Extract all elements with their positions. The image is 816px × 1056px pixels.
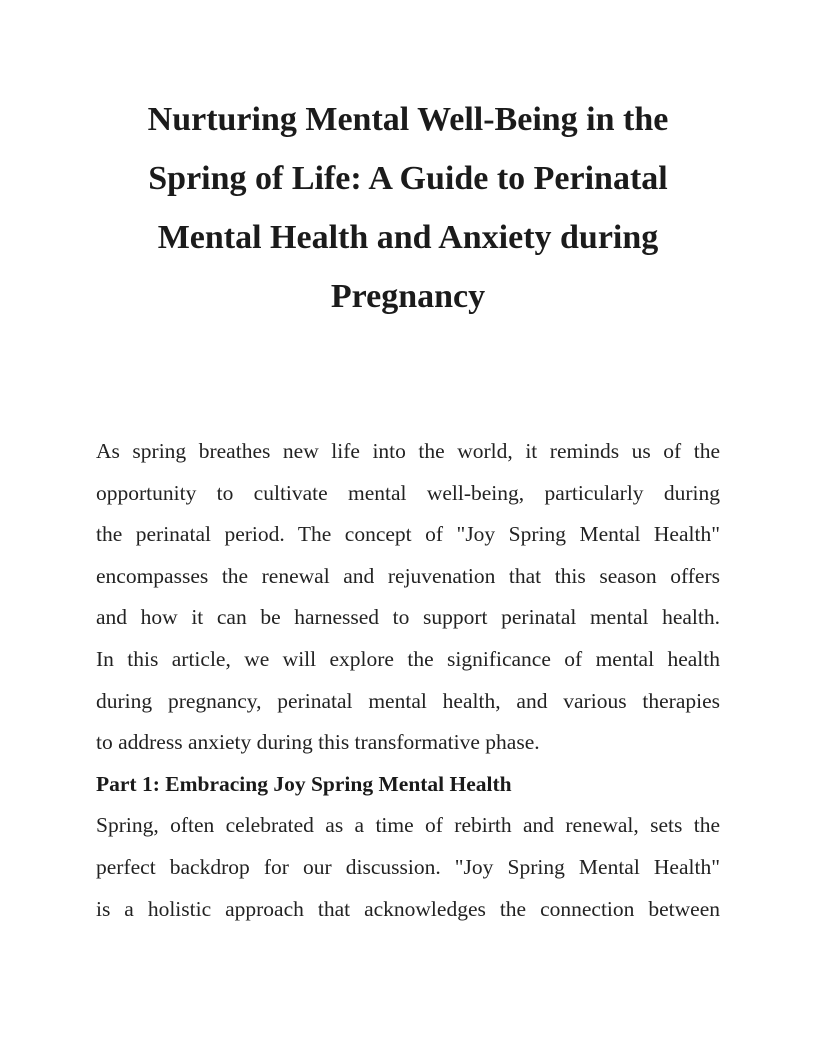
paragraph-line: opportunity to cultivate mental well-being, particularly during bbox=[96, 480, 720, 505]
paragraph-line: In this article, we will explore the significance of mental health bbox=[96, 646, 720, 671]
title-line: Nurturing Mental Well-Being in the bbox=[147, 101, 669, 138]
title-line: Spring of Life: A Guide to Perinatal bbox=[148, 160, 668, 197]
section-heading: Part 1: Embracing Joy Spring Mental Health bbox=[96, 771, 512, 796]
paragraph-line: is a holistic approach that acknowledges the connection between bbox=[96, 896, 720, 921]
document-body bbox=[96, 431, 720, 930]
intro-paragraph bbox=[96, 431, 720, 764]
paragraph-line: and how it can be harnessed to support perinatal mental health. bbox=[96, 605, 720, 630]
paragraph-line: perfect backdrop for our discussion. "Joy Spring Mental Health" bbox=[96, 854, 720, 879]
title-line: Pregnancy bbox=[330, 278, 486, 315]
paragraph-line: Spring, often celebrated as a time of rebirth and renewal, sets the bbox=[96, 813, 720, 838]
paragraph-line: the perinatal period. The concept of "Joy Spring Mental Health" bbox=[96, 522, 720, 547]
document-title bbox=[96, 90, 720, 326]
paragraph-line: to address anxiety during this transformative phase. bbox=[96, 730, 540, 755]
paragraph-line: during pregnancy, perinatal mental health, and various therapies bbox=[96, 688, 720, 713]
paragraph-line: As spring breathes new life into the world, it reminds us of the bbox=[96, 439, 720, 463]
title-line: Mental Health and Anxiety during bbox=[157, 219, 659, 256]
paragraph-line: encompasses the renewal and rejuvenation that this season offers bbox=[96, 563, 720, 588]
section-paragraph bbox=[96, 805, 720, 930]
